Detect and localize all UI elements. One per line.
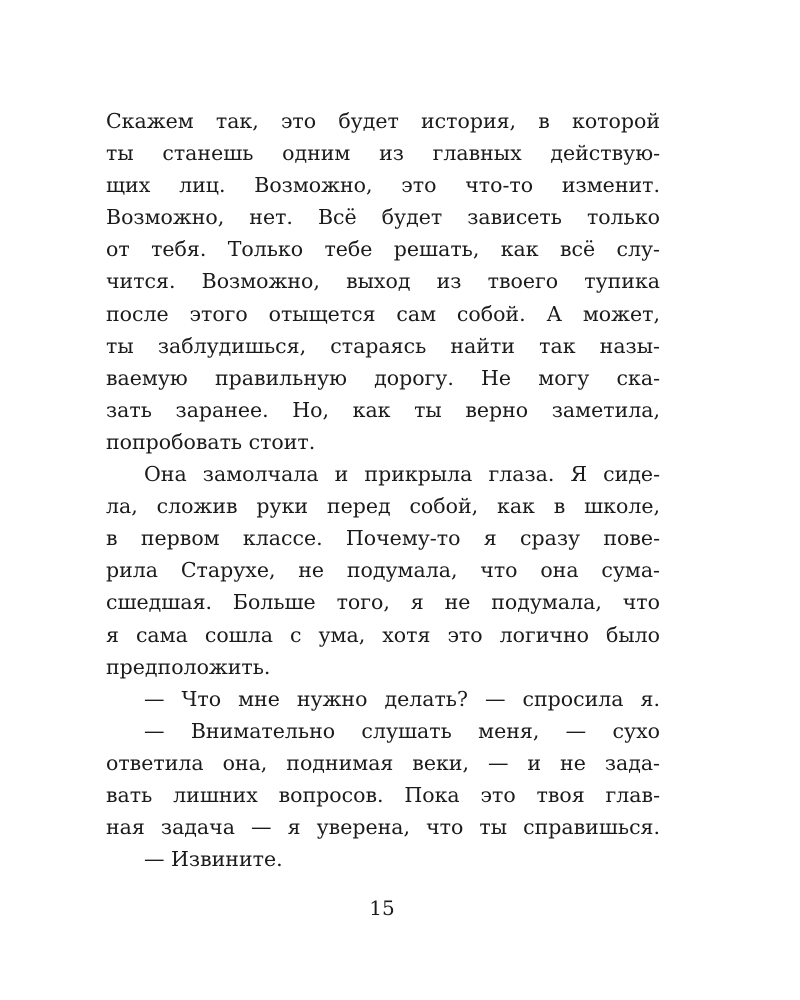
text-line: от тебя. Только тебе решать, как всё слу- bbox=[106, 237, 660, 262]
text-line: после этого отыщется сам собой. А может, bbox=[106, 301, 660, 326]
text-line: чится. Возможно, выход из твоего тупика bbox=[106, 269, 660, 294]
page-number: 15 bbox=[369, 896, 395, 920]
text-line: вать лишних вопросов. Пока это твоя глав- bbox=[106, 782, 660, 807]
text-line: ответила она, поднимая веки, — и не зада- bbox=[106, 750, 660, 775]
text-line: предположить. bbox=[106, 654, 271, 679]
text-line: — Извините. bbox=[144, 847, 283, 872]
text-line: ла, сложив руки перед собой, как в школе, bbox=[106, 494, 660, 519]
text-line: ты заблудишься, стараясь найти так назы- bbox=[106, 333, 660, 358]
text-line: ты станешь одним из главных действую- bbox=[106, 141, 660, 166]
text-line: ваемую правильную дорогу. Не могу ска- bbox=[106, 365, 660, 390]
text-line: — Внимательно слушать меня, — сухо bbox=[144, 718, 660, 743]
text-line: в первом классе. Почему-то я сразу пове- bbox=[106, 526, 660, 551]
text-line: Она замолчала и прикрыла глаза. Я сиде- bbox=[144, 462, 660, 487]
text-line: попробовать стоит. bbox=[106, 429, 316, 454]
text-line: Возможно, нет. Всё будет зависеть только bbox=[106, 205, 660, 230]
text-line: Скажем так, это будет история, в которой bbox=[106, 109, 660, 133]
text-line: я сама сошла с ума, хотя это логично было bbox=[106, 622, 660, 647]
text-line: зать заранее. Но, как ты верно заметила, bbox=[106, 397, 660, 422]
body-text bbox=[106, 105, 660, 875]
text-line: рила Старухе, не подумала, что она сума- bbox=[106, 558, 660, 583]
text-line: сшедшая. Больше того, я не подумала, что bbox=[106, 590, 660, 615]
text-line: щих лиц. Возможно, это что-то изменит. bbox=[106, 173, 660, 198]
text-line: ная задача — я уверена, что ты справишься. bbox=[106, 815, 660, 840]
text-line: — Что мне нужно делать? — спросила я. bbox=[144, 686, 660, 711]
